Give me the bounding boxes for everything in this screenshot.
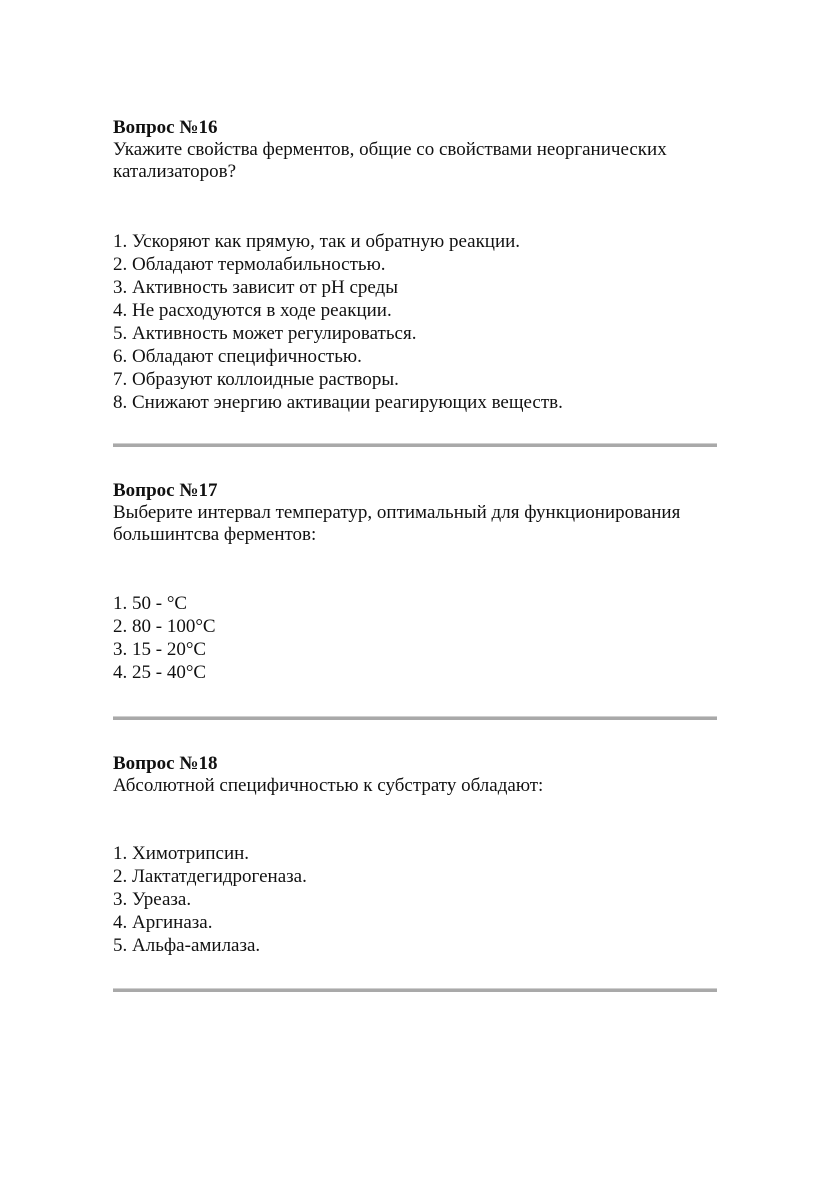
- question-18: [113, 753, 723, 797]
- answer-options-17: [113, 592, 723, 684]
- question-17: [113, 480, 723, 546]
- section-divider: [113, 443, 717, 447]
- answer-option: 2. Обладают термолабильностью.: [113, 254, 386, 275]
- answer-option: 3. Уреаза.: [113, 889, 192, 910]
- answer-option: 8. Снижают энергию активации реагирующих веществ.: [113, 392, 563, 413]
- question-title: Вопрос №17: [113, 480, 218, 501]
- question-text-line: Укажите свойства ферментов, общие со свойствами неорганических: [113, 139, 667, 160]
- question-title: Вопрос №18: [113, 753, 218, 774]
- answer-option: 4. Не расходуются в ходе реакции.: [113, 300, 392, 321]
- answer-option: 4. Аргиназа.: [113, 912, 213, 933]
- answer-option: 3. 15 - 20°C: [113, 639, 207, 660]
- answer-option: 5. Альфа-амилаза.: [113, 935, 261, 956]
- section-divider: [113, 716, 717, 720]
- answer-options-16: [113, 230, 723, 414]
- section-divider: [113, 988, 717, 992]
- question-text-line: Абсолютной специфичностью к субстрату обладают:: [113, 775, 544, 796]
- question-text-line: катализаторов?: [113, 161, 237, 182]
- question-text-line: большинтсва ферментов:: [113, 524, 317, 545]
- answer-options-18: [113, 842, 723, 957]
- answer-option: 1. Ускоряют как прямую, так и обратную реакции.: [113, 231, 521, 252]
- answer-option: 1. 50 - °C: [113, 593, 188, 614]
- answer-option: 5. Активность может регулироваться.: [113, 323, 417, 344]
- answer-option: 3. Активность зависит от pH среды: [113, 277, 398, 298]
- answer-option: 7. Образуют коллоидные растворы.: [113, 369, 399, 390]
- question-16: [113, 117, 723, 183]
- question-text-line: Выберите интервал температур, оптимальный для функционирования: [113, 502, 681, 523]
- answer-option: 2. 80 - 100°C: [113, 616, 216, 637]
- answer-option: 4. 25 - 40°C: [113, 662, 207, 683]
- question-title: Вопрос №16: [113, 117, 218, 138]
- answer-option: 6. Обладают специфичностью.: [113, 346, 362, 367]
- answer-option: 2. Лактатдегидрогеназа.: [113, 866, 307, 887]
- answer-option: 1. Химотрипсин.: [113, 843, 250, 864]
